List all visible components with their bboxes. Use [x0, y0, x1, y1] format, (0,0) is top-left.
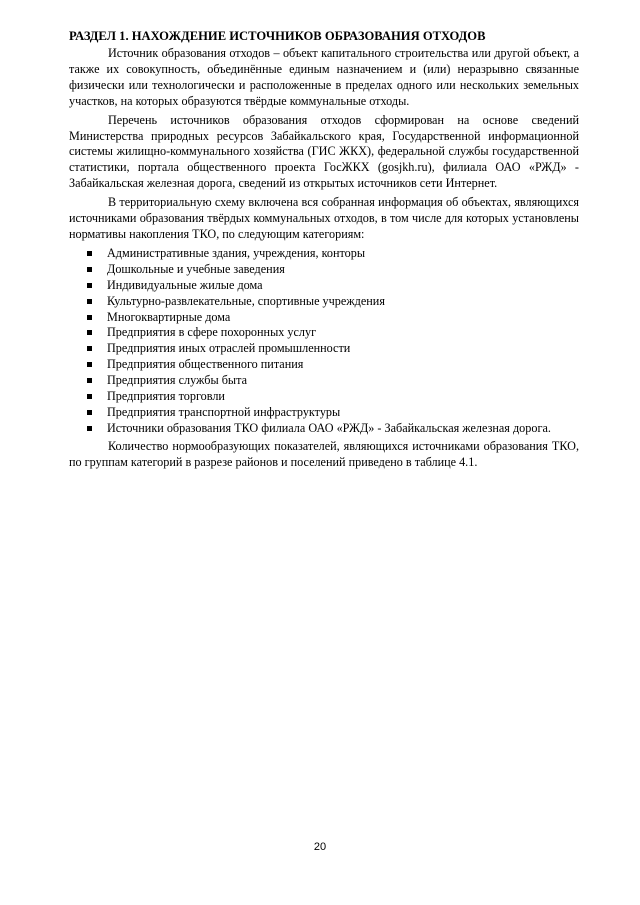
category-list	[69, 246, 579, 437]
list-item	[69, 278, 579, 294]
list-item-label: Предприятия службы быта	[107, 373, 247, 388]
list-item-label: Предприятия иных отраслей промышленности	[107, 341, 351, 356]
list-item	[69, 325, 579, 341]
list-item	[69, 373, 579, 389]
list-item-label: Многоквартирные дома	[107, 309, 231, 324]
paragraph-closing: Количество нормообразующих показателей, являющихся источниками образования ТКО, по группам категорий в разрезе районов и поселений приведено в таблице 4.1.	[69, 438, 579, 469]
bullet-icon	[87, 283, 92, 288]
paragraph-definition: Источник образования отходов – объект капитального строительства или другой объект, а также их совокупность, объединённые единым назначением и (или) неразрывно связанные физически или технологически и расположенные в пределах одного или нескольких земельных участков, на которых образуются твёрдые коммунальные отходы.	[69, 46, 579, 108]
list-item-label: Источники образования ТКО филиала ОАО «РЖД» - Забайкальская железная дорога.	[107, 420, 551, 435]
list-item	[69, 341, 579, 357]
section-title: РАЗДЕЛ 1. НАХОЖДЕНИЕ ИСТОЧНИКОВ ОБРАЗОВАНИЯ ОТХОДОВ	[69, 29, 486, 43]
paragraph-sources: Перечень источников образования отходов сформирован на основе сведений Министерства природных ресурсов Забайкальского края, Государственной информационной системы жилищно-коммунального хозяйства (ГИС ЖКХ), федеральной службы государственной статистики, портала общественного проекта ГосЖКХ (gosjkh.ru), филиала ОАО «РЖД» - Забайкальская железная дорога, сведений из открытых источников сети Интернет.	[69, 112, 579, 191]
list-item	[69, 405, 579, 421]
list-item	[69, 357, 579, 373]
list-item	[69, 262, 579, 278]
list-item	[69, 310, 579, 326]
bullet-icon	[87, 378, 92, 383]
bullet-icon	[87, 346, 92, 351]
bullet-icon	[87, 315, 92, 320]
bullet-icon	[87, 299, 92, 304]
list-item	[69, 421, 579, 437]
document-page	[69, 29, 579, 474]
list-item	[69, 246, 579, 262]
bullet-icon	[87, 267, 92, 272]
page-number: 20	[313, 841, 327, 853]
list-item-label: Предприятия торговли	[107, 389, 225, 404]
list-item-label: Культурно-развлекательные, спортивные учреждения	[107, 293, 385, 308]
list-item-label: Дошкольные и учебные заведения	[107, 261, 285, 276]
list-item	[69, 294, 579, 310]
paragraph-categories-intro: В территориальную схему включена вся собранная информация об объектах, являющихся источниками образования твёрдых коммунальных отходов, в том числе для которых установлены нормативы накопления ТКО, по следующим категориям:	[69, 195, 579, 241]
bullet-icon	[87, 330, 92, 335]
bullet-icon	[87, 410, 92, 415]
bullet-icon	[87, 394, 92, 399]
list-item-label: Индивидуальные жилые дома	[107, 277, 263, 292]
list-item-label: Предприятия транспортной инфраструктуры	[107, 404, 341, 419]
list-item-label: Административные здания, учреждения, конторы	[107, 245, 366, 260]
list-item-label: Предприятия общественного питания	[107, 357, 304, 372]
bullet-icon	[87, 426, 92, 431]
bullet-icon	[87, 251, 92, 256]
list-item-label: Предприятия в сфере похоронных услуг	[107, 325, 317, 340]
bullet-icon	[87, 362, 92, 367]
list-item	[69, 389, 579, 405]
